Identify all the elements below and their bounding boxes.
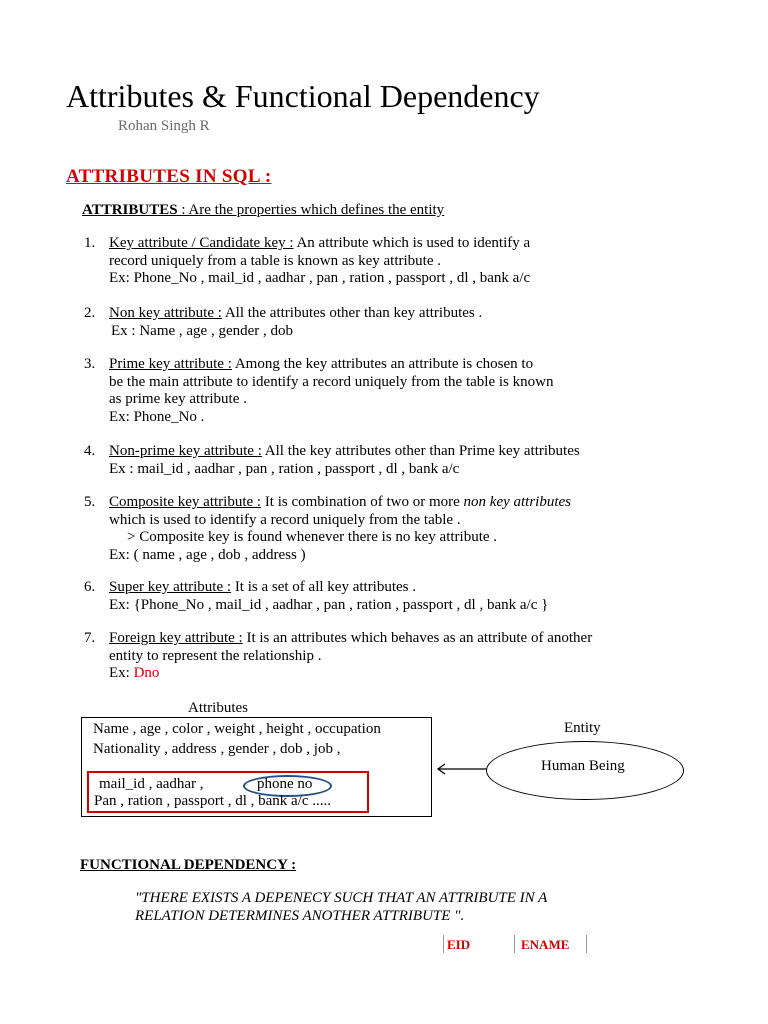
table-header-ename: ENAME bbox=[521, 937, 570, 952]
item-term: Super key attribute : bbox=[109, 579, 232, 595]
page-title: Attributes & Functional Dependency bbox=[66, 78, 540, 114]
attributes-definition bbox=[82, 202, 444, 219]
item-text: All the key attributes other than Prime key attributes bbox=[261, 443, 580, 459]
item-text: All the attributes other than key attributes . bbox=[221, 305, 483, 321]
item-example: Ex: ( name , age , dob , address ) bbox=[109, 546, 306, 563]
item-example: Ex: {Phone_No , mail_id , aadhar , pan , ration , passport , dl , bank a/c } bbox=[109, 596, 549, 613]
item-example: Ex: Phone_No , mail_id , aadhar , pan , ration , passport , dl , bank a/c bbox=[109, 270, 531, 286]
list-item-super-key-attribute bbox=[84, 579, 548, 614]
arrow-left-icon bbox=[436, 762, 488, 776]
attributes-line: Nationality , address , gender , dob , job , bbox=[93, 741, 341, 757]
list-item-non-key-attribute bbox=[84, 305, 482, 340]
prime-key-label: phone no bbox=[257, 776, 313, 792]
list-item-prime-key-attribute bbox=[84, 356, 553, 426]
item-line: which is used to identify a record uniquely from the table . bbox=[109, 511, 461, 528]
attributes-term: ATTRIBUTES bbox=[82, 202, 178, 218]
item-number: 5. bbox=[84, 494, 96, 510]
item-term: Foreign key attribute : bbox=[109, 630, 243, 646]
item-number: 7. bbox=[84, 630, 96, 646]
item-number: 6. bbox=[84, 579, 96, 595]
item-number: 2. bbox=[84, 305, 96, 321]
author-name: Rohan Singh R bbox=[118, 118, 210, 134]
key-attributes-line: Pan , ration , passport , dl , bank a/c ..... bbox=[94, 793, 332, 809]
item-term: Non-prime key attribute : bbox=[109, 443, 262, 459]
item-note: > Composite key is found whenever there is no key attribute . bbox=[127, 529, 498, 545]
functional-dependency-heading: FUNCTIONAL DEPENDENCY : bbox=[80, 857, 297, 873]
item-example-value: Dno bbox=[133, 665, 160, 681]
item-text: It is combination of two or more bbox=[261, 494, 464, 510]
table-border bbox=[586, 935, 587, 953]
item-term: Composite key attribute : bbox=[109, 494, 262, 510]
item-example bbox=[84, 665, 592, 683]
item-example-prefix: Ex: bbox=[109, 665, 134, 681]
item-line: record uniquely from a table is known as key attribute . bbox=[109, 252, 441, 269]
item-term: Non key attribute : bbox=[109, 305, 222, 321]
table-header-eid: EID bbox=[447, 937, 471, 952]
item-text: It is a set of all key attributes . bbox=[231, 579, 417, 595]
item-example: Ex : Name , age , gender , dob bbox=[111, 322, 294, 339]
item-term: Prime key attribute : bbox=[109, 356, 232, 372]
item-term: Key attribute / Candidate key : bbox=[109, 235, 294, 251]
list-item-non-prime-key-attribute bbox=[84, 443, 580, 478]
table-border bbox=[443, 935, 444, 953]
list-item-composite-key-attribute bbox=[84, 494, 571, 564]
list-item-foreign-key-attribute bbox=[84, 630, 592, 683]
item-text: Among the key attributes an attribute is chosen to bbox=[231, 356, 534, 372]
fd-quote-line: "THERE EXISTS A DEPENECY SUCH THAT AN ATTRIBUTE IN A bbox=[135, 890, 548, 906]
fd-quote-line: RELATION DETERMINES ANOTHER ATTRIBUTE ". bbox=[135, 908, 465, 924]
item-line: be the main attribute to identify a record uniquely from the table is known bbox=[109, 373, 554, 390]
attributes-line: Name , age , color , weight , height , occupation bbox=[93, 721, 381, 737]
table-border bbox=[514, 935, 515, 953]
item-text: It is an attributes which behaves as an attribute of another bbox=[242, 630, 593, 646]
section-heading: ATTRIBUTES IN SQL : bbox=[66, 166, 272, 187]
list-item-key-attribute bbox=[84, 235, 530, 288]
item-example: Ex: Phone_No . bbox=[109, 408, 205, 425]
item-text: An attribute which is used to identify a bbox=[293, 235, 531, 251]
entity-caption: Entity bbox=[564, 720, 601, 736]
item-line: as prime key attribute . bbox=[109, 391, 247, 407]
item-number: 1. bbox=[84, 235, 96, 251]
item-number: 3. bbox=[84, 356, 96, 372]
attributes-definition-text: : Are the properties which defines the entity bbox=[177, 202, 445, 218]
entity-name: Human Being bbox=[541, 758, 625, 774]
item-italic-text: non key attributes bbox=[463, 494, 572, 510]
item-number: 4. bbox=[84, 443, 96, 459]
item-example: Ex : mail_id , aadhar , pan , ration , passport , dl , bank a/c bbox=[109, 460, 460, 477]
key-attributes-line: mail_id , aadhar , bbox=[99, 776, 204, 792]
item-line: entity to represent the relationship . bbox=[109, 647, 322, 664]
attributes-caption: Attributes bbox=[188, 700, 248, 716]
